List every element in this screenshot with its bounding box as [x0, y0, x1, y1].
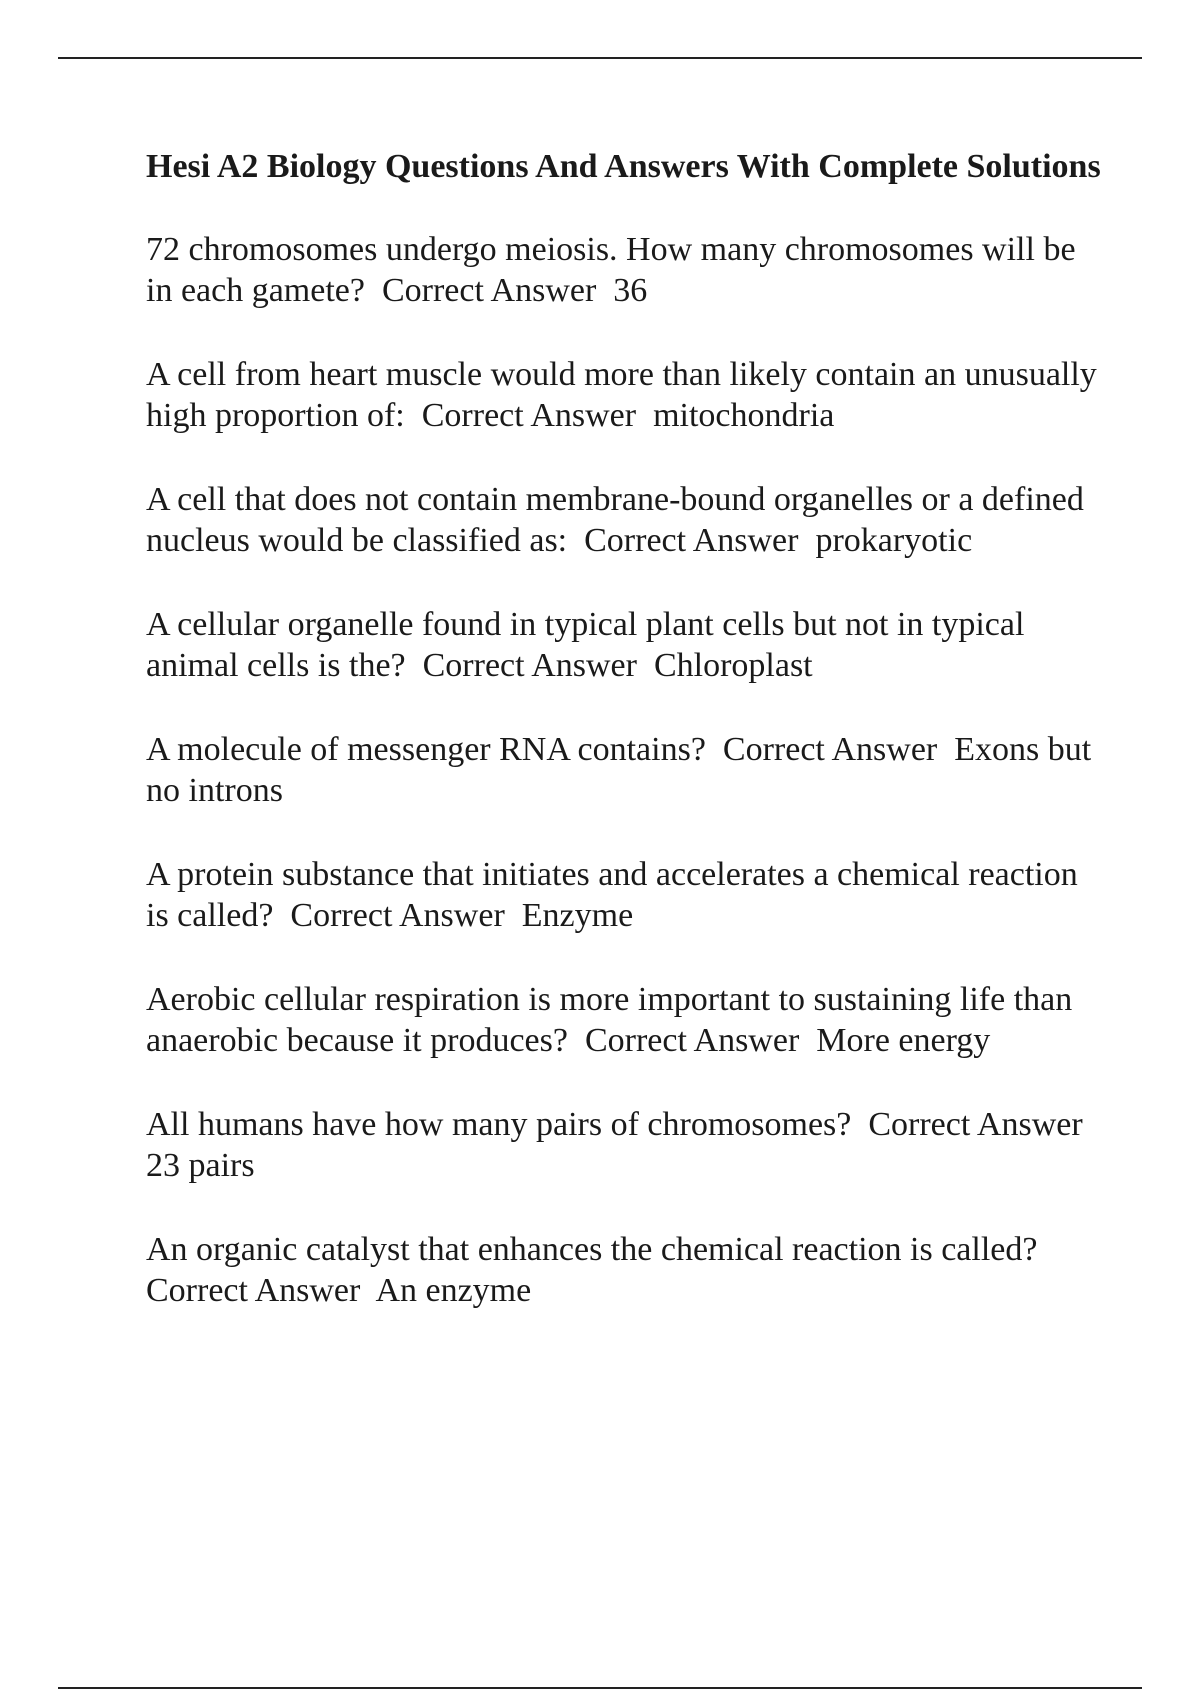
document-body	[146, 146, 1106, 1354]
qa-item: A cell from heart muscle would more than likely contain an unusually high proportion of: Correct Answer mitochondria	[146, 356, 1106, 434]
qa-item: All humans have how many pairs of chromosomes? Correct Answer 23 pairs	[146, 1106, 1100, 1184]
qa-item: A molecule of messenger RNA contains? Correct Answer Exons but no introns	[146, 731, 1100, 809]
qa-item: A cell that does not contain membrane-bound organelles or a defined nucleus would be classified as: Correct Answer prokaryotic	[146, 481, 1093, 559]
qa-item: Aerobic cellular respiration is more important to sustaining life than anaerobic because it produces? Correct Answer More energy	[146, 981, 1081, 1059]
qa-item: An organic catalyst that enhances the chemical reaction is called? Correct Answer An enzyme	[146, 1231, 1055, 1309]
document-title: Hesi A2 Biology Questions And Answers With Complete Solutions	[146, 148, 1101, 185]
header-rule	[58, 57, 1142, 59]
footer-rule	[58, 1687, 1142, 1689]
qa-item: A cellular organelle found in typical plant cells but not in typical animal cells is the? Correct Answer Chloroplast	[146, 606, 1033, 684]
qa-item: A protein substance that initiates and accelerates a chemical reaction is called? Correct Answer Enzyme	[146, 856, 1087, 934]
qa-item: 72 chromosomes undergo meiosis. How many chromosomes will be in each gamete? Correct Answer 36	[146, 231, 1085, 309]
